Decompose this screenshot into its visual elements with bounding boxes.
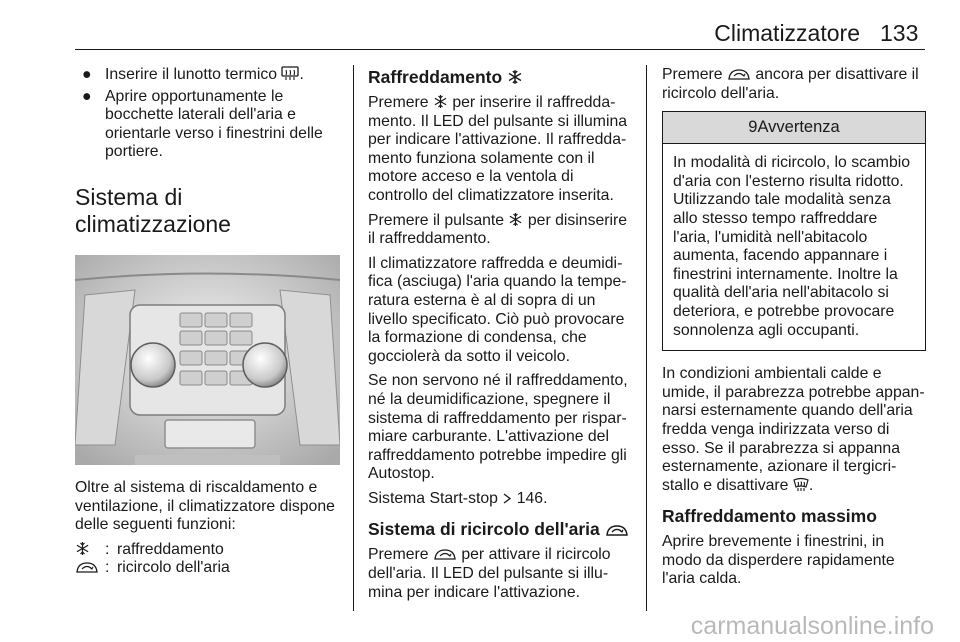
recirculation-heading: Sistema di ricircolo dell'aria [368,518,634,540]
warning-header [663,112,925,144]
air-recirculation-icon [605,524,629,537]
page-number: 133 [880,20,919,46]
page-header-title: Climatizzatore [714,20,860,46]
climate-control-panel-image [75,255,340,465]
warning-text: In modalità di ricircolo, lo scambio d'aria con l'esterno risulta ridotto. Utilizzando tale modalità senza allo stesso tempo raffreddare l'aria, l'umidità nell'abitacolo aumenta, facendo appannare i finestrini internamente. Inoltre la qualità dell'aria nell'abitacolo si deteriora, e potrebbe provocare sonnolenza agli occupanti. [673,154,911,339]
bullet-text: Inserire il lunotto termico [105,66,282,83]
bullet-dot: ● [82,87,92,105]
max-cooling-paragraph: Aprire brevemente i finestrini, in modo da disperdere rapidamente l'aria calda. [662,533,895,588]
intro-paragraph: Oltre al sistema di riscaldamento e ventilazione, il climatizzatore dispone delle seguenti funzioni: [75,478,335,534]
snowflake-icon [433,94,448,109]
column-divider-1 [353,65,354,611]
max-cooling-heading: Raffreddamento massimo [662,506,877,527]
column-1 [75,66,343,578]
header-rule [75,49,925,50]
bullet-item [75,88,343,162]
front-defrost-icon [793,477,809,492]
start-stop-reference: Sistema Start-stop 146. [368,489,548,507]
recirculation-on-paragraph: Premere per attivare il ricircolo dell'aria. Il LED del pulsante si illumina per indicare l'attivazione. [368,546,611,601]
bullet-text: Aprire opportunamente le bocchette laterali dell'aria e orientarle verso i finestrini delle portiere. [105,87,323,161]
warning-title: Avvertenza [757,118,840,137]
windscreen-fog-paragraph: In condizioni ambientali calde e umide, il parabrezza potrebbe appannarsi esternamente quando dell'aria fredda venga indirizzata verso di esso. Se il parabrezza si appanna esternamente, azionare il tergicristallo e disattivare . [662,365,925,494]
page-reference-icon [502,492,512,505]
bullet-text-end: . [299,66,304,83]
definition-text: raffreddamento [117,540,224,558]
definition-row [75,559,343,578]
warning-box [662,111,926,351]
column-3 [662,66,926,595]
cooling-on-paragraph: Premere per inserire il raffreddamento. Il LED del pulsante si illumina per indicare l'attivazione. Il raffreddamento funziona solamente con il motore acceso e la ventola di controllo del climatizzatore inserita. [368,94,628,204]
save-fuel-paragraph: Se non servono né il raffreddamento, né la deumidificazione, spegnere il sistema di raffreddamento per risparmiare carburante. L'attivazione del raffreddamento potrebbe impedire gli Autostop. [368,372,628,483]
dehumidify-paragraph: Il climatizzatore raffredda e deumidifica (asciuga) l'aria quando la temperatura esterna è al di sopra di un livello specificato. Ciò può provocare la formazione di condensa, che gocciolerà da sotto il veicolo. [368,254,627,365]
column-divider-2 [646,65,647,611]
rear-defrost-icon [281,66,299,81]
definition-row [75,541,343,560]
definition-colon: : [105,559,110,577]
bullet-dot: ● [82,66,92,83]
snowflake-icon [508,212,523,227]
air-recirculation-icon [433,548,457,561]
footer-watermark: carmanualsonline.info [690,612,934,640]
warning-symbol: 9 [748,118,758,137]
definition-colon: : [105,540,110,558]
section-title: Sistema di climatizzazione [75,183,231,237]
cooling-heading: Raffreddamento [368,66,634,88]
air-recirculation-icon [75,561,99,574]
air-recirculation-icon [727,68,751,81]
definition-text: ricircolo dell'aria [117,559,230,577]
snowflake-icon [75,541,90,556]
recirculation-off-paragraph: Premere ancora per disattivare il ricircolo dell'aria. [662,66,919,102]
cooling-off-paragraph: Premere il pulsante per disinserire il raffreddamento. [368,211,628,248]
snowflake-icon [507,69,523,85]
bullet-item [75,66,343,85]
column-2 [368,66,634,608]
